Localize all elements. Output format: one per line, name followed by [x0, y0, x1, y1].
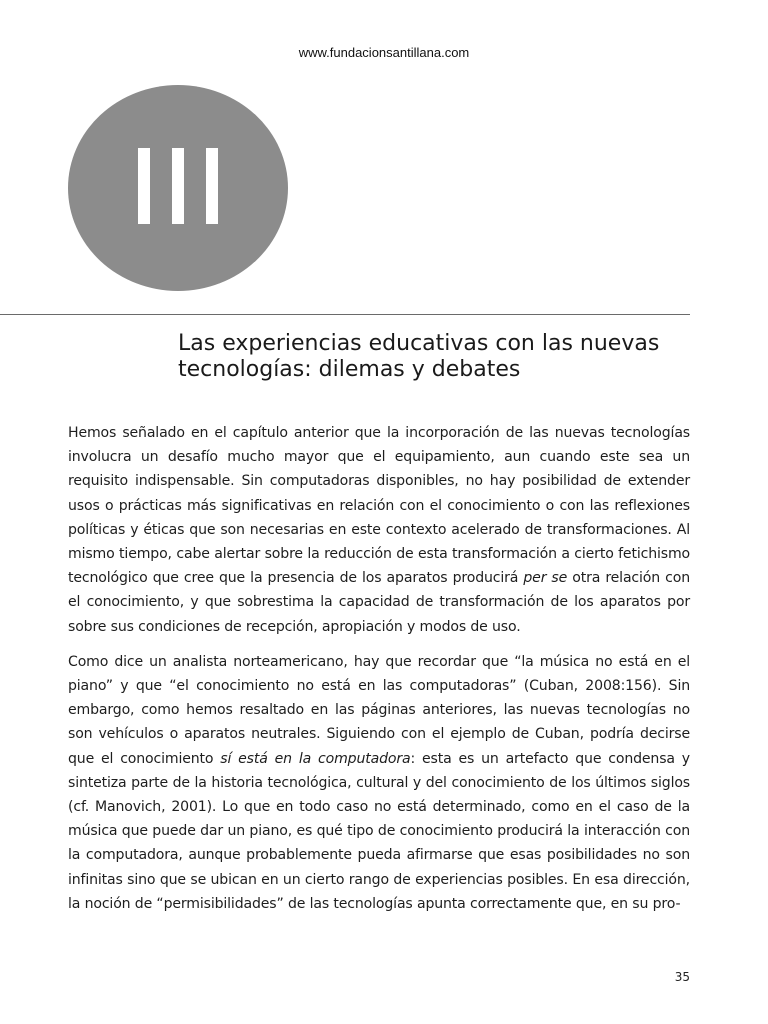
page-number: 35	[674, 970, 690, 984]
chapter-number-badge	[68, 85, 288, 291]
roman-numeral-stroke	[172, 148, 184, 224]
paragraph: Hemos señalado en el capítulo anterior que la incorporación de las nuevas tecnologías involucra un desafío mucho mayor que el equipamiento, aun cuando este sea un requisito indispensable. Sin computadoras disponibles, no hay posibilidad de extender usos o prácticas más significativas en relación con el conocimiento o con las reflexiones políticas y éticas que son necesarias en este contexto acelerado de transformaciones. Al mismo tiempo, cabe alertar sobre la reducción de esta transformación a cierto fetichismo tecnológico que cree que la presencia de los aparatos producirá per se otra relación con el conocimiento, y que sobrestima la capacidad de transformación de los aparatos por sobre sus condiciones de recepción, apropiación y modos de uso.	[68, 425, 691, 635]
chapter-title: Las experiencias educativas con las nuevas tecnologías: dilemas y debates	[178, 331, 660, 382]
roman-numeral-stroke	[138, 148, 150, 224]
section-divider	[0, 314, 690, 315]
roman-numeral-stroke	[206, 148, 218, 224]
paragraph: Como dice un analista norteamericano, hay que recordar que “la música no está en el piano” y que “el conocimiento no está en las computadoras” (Cuban, 2008:156). Sin embargo, como hemos resaltado en las páginas anteriores, las nuevas tecnologías no son vehículos o aparatos neutrales. Siguiendo con el ejemplo de Cuban, podría decirse que el conocimiento sí está en la computadora: esta es un artefacto que condensa y sintetiza parte de la historia tecnológica, cultural y del conocimiento de los últimos siglos (cf. Manovich, 2001). Lo que en todo caso no está determinado, como en el caso de la música que puede dar un piano, es qué tipo de conocimiento producirá la interacción con la computadora, aunque probablemente pueda afirmarse que esas posibilidades no son infinitas sino que se ubican en un cierto rango de experiencias posibles. En esa dirección, la noción de “permisibilidades” de las tecnologías apunta correctamente que, en su pro-	[68, 653, 690, 912]
site-url: www.fundacionsantillana.com	[298, 45, 470, 60]
body-text	[68, 421, 690, 927]
